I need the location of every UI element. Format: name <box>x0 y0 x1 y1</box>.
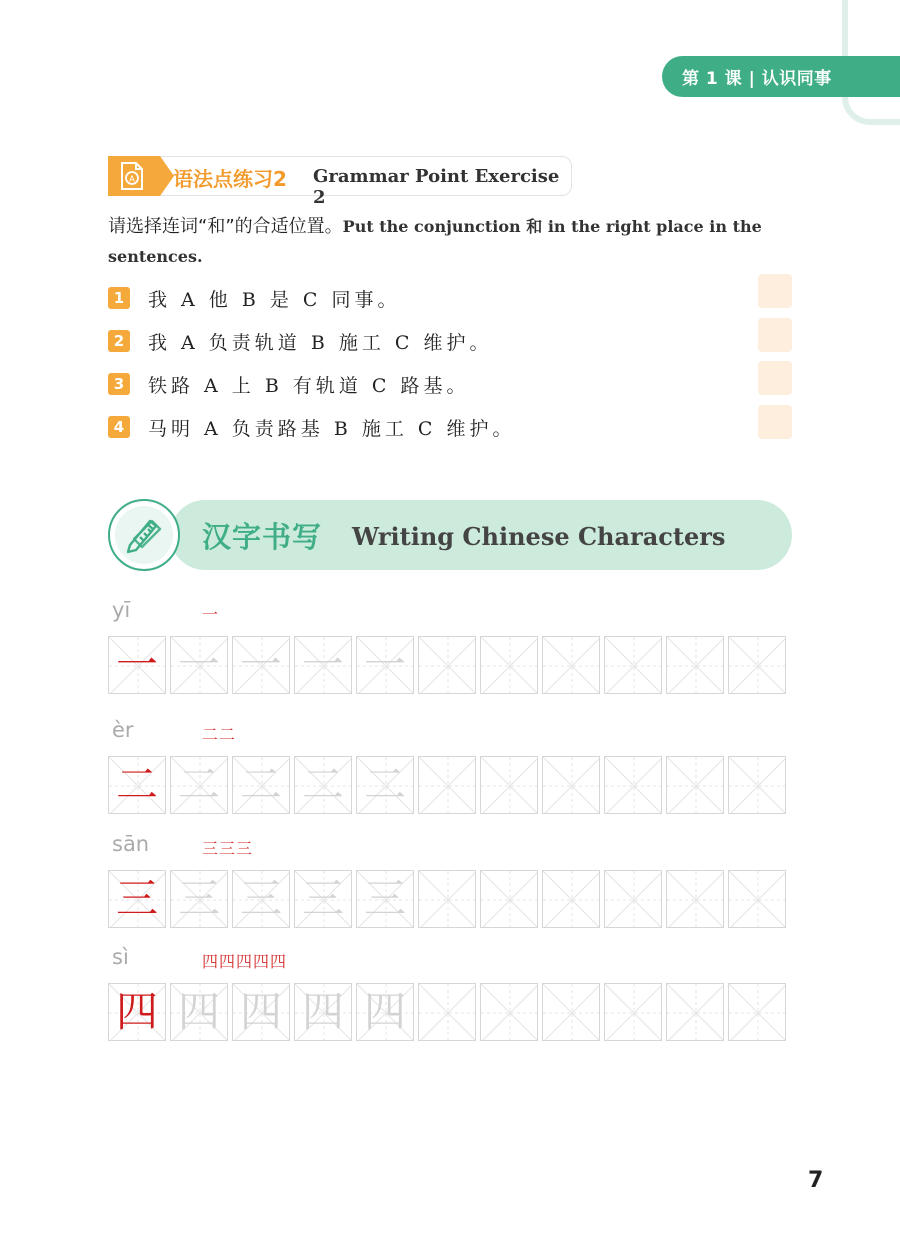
pinyin-label: sì <box>112 945 129 969</box>
trace-character: 四 <box>363 987 406 1036</box>
blank-writing-cell[interactable] <box>480 636 538 694</box>
trace-character: 三 <box>239 874 282 923</box>
stroke-order: 三三三 <box>202 839 254 858</box>
trace-character: 四 <box>239 987 282 1036</box>
pencil-ruler-icon <box>120 511 168 559</box>
exercise-instruction <box>108 212 798 272</box>
trace-character-cell <box>356 756 414 814</box>
trace-character: 三 <box>301 874 344 923</box>
grammar-exercise-header <box>108 156 572 208</box>
trace-character: 二 <box>239 760 282 809</box>
trace-character: 一 <box>363 640 406 689</box>
model-character: 三 <box>115 874 158 923</box>
trace-character-cell <box>232 870 290 928</box>
exercise-item <box>108 286 400 310</box>
trace-character-cell <box>356 636 414 694</box>
trace-character: 一 <box>177 640 220 689</box>
blank-writing-cell[interactable] <box>666 756 724 814</box>
blank-writing-cell[interactable] <box>666 636 724 694</box>
exercise-sentence: 我 A 他 B 是 C 同事。 <box>148 288 401 311</box>
exercise-number-badge: 1 <box>108 287 130 309</box>
trace-character-cell <box>170 983 228 1041</box>
trace-character: 四 <box>177 987 220 1036</box>
model-character-cell <box>108 870 166 928</box>
trace-character-cell <box>170 870 228 928</box>
blank-writing-cell[interactable] <box>480 983 538 1041</box>
trace-character-cell <box>232 636 290 694</box>
page-number: 7 <box>808 1168 824 1193</box>
exercise-number-badge: 3 <box>108 373 130 395</box>
trace-character-cell <box>170 756 228 814</box>
exercise-sentence: 铁路 A 上 B 有轨道 C 路基。 <box>148 374 470 397</box>
blank-writing-cell[interactable] <box>480 756 538 814</box>
trace-character: 三 <box>363 874 406 923</box>
exercise-sentence: 马明 A 负责路基 B 施工 C 维护。 <box>148 417 516 440</box>
writing-title-zh: 汉字书写 <box>202 520 323 554</box>
pinyin-label: èr <box>112 718 134 742</box>
writing-grid-row <box>108 636 786 694</box>
trace-character: 二 <box>301 760 344 809</box>
answer-box[interactable] <box>758 361 792 395</box>
blank-writing-cell[interactable] <box>728 636 786 694</box>
exercise-item <box>108 372 469 396</box>
document-grammar-icon <box>116 160 148 192</box>
pinyin-label: yī <box>112 598 131 622</box>
blank-writing-cell[interactable] <box>728 983 786 1041</box>
trace-character-cell <box>232 756 290 814</box>
model-character: 一 <box>115 640 158 689</box>
writing-title-en: Writing Chinese Characters <box>352 522 726 551</box>
writing-grid-row <box>108 756 786 814</box>
instruction-en: Put the conjunction 和 in the right place in the sentences. <box>108 217 762 266</box>
pinyin-label: sān <box>112 832 150 856</box>
svg-text:A: A <box>129 174 135 184</box>
trace-character-cell <box>294 756 352 814</box>
exercise-item <box>108 415 515 439</box>
trace-character: 四 <box>301 987 344 1036</box>
writing-grid-row <box>108 983 786 1041</box>
blank-writing-cell[interactable] <box>418 983 476 1041</box>
blank-writing-cell[interactable] <box>604 983 662 1041</box>
trace-character-cell <box>170 636 228 694</box>
model-character: 二 <box>115 760 158 809</box>
instruction-zh: 请选择连词“和”的合适位置。 <box>108 216 343 237</box>
trace-character: 一 <box>301 640 344 689</box>
blank-writing-cell[interactable] <box>728 870 786 928</box>
trace-character: 一 <box>239 640 282 689</box>
model-character-cell <box>108 983 166 1041</box>
blank-writing-cell[interactable] <box>604 636 662 694</box>
trace-character-cell <box>294 636 352 694</box>
blank-writing-cell[interactable] <box>480 870 538 928</box>
grammar-title-en: Grammar Point Exercise 2 <box>313 166 560 208</box>
grammar-icon-box <box>108 156 160 196</box>
answer-box[interactable] <box>758 405 792 439</box>
model-character-cell <box>108 756 166 814</box>
trace-character: 二 <box>363 760 406 809</box>
exercise-item <box>108 329 492 353</box>
grammar-title-zh: 语法点练习2 <box>173 167 287 191</box>
trace-character-cell <box>294 870 352 928</box>
blank-writing-cell[interactable] <box>728 756 786 814</box>
trace-character-cell <box>232 983 290 1041</box>
writing-icon-badge <box>108 499 180 571</box>
stroke-order: 四四四四四 <box>202 952 288 971</box>
lesson-tab: 第 1 课 | 认识同事 <box>662 56 900 97</box>
blank-writing-cell[interactable] <box>666 870 724 928</box>
exercise-number-badge: 2 <box>108 330 130 352</box>
trace-character-cell <box>356 983 414 1041</box>
blank-writing-cell[interactable] <box>542 983 600 1041</box>
exercise-sentence: 我 A 负责轨道 B 施工 C 维护。 <box>148 331 493 354</box>
trace-character: 三 <box>177 874 220 923</box>
blank-writing-cell[interactable] <box>604 756 662 814</box>
writing-grid-row <box>108 870 786 928</box>
trace-character-cell <box>356 870 414 928</box>
exercise-number-badge: 4 <box>108 416 130 438</box>
model-character: 四 <box>115 987 158 1036</box>
blank-writing-cell[interactable] <box>418 870 476 928</box>
stroke-order: 一 <box>202 605 220 624</box>
trace-character-cell <box>294 983 352 1041</box>
blank-writing-cell[interactable] <box>542 636 600 694</box>
answer-box[interactable] <box>758 274 792 308</box>
trace-character: 二 <box>177 760 220 809</box>
answer-box[interactable] <box>758 318 792 352</box>
blank-writing-cell[interactable] <box>542 870 600 928</box>
blank-writing-cell[interactable] <box>542 756 600 814</box>
model-character-cell <box>108 636 166 694</box>
stroke-order: 二二 <box>202 725 237 744</box>
blank-writing-cell[interactable] <box>418 636 476 694</box>
blank-writing-cell[interactable] <box>666 983 724 1041</box>
blank-writing-cell[interactable] <box>604 870 662 928</box>
blank-writing-cell[interactable] <box>418 756 476 814</box>
